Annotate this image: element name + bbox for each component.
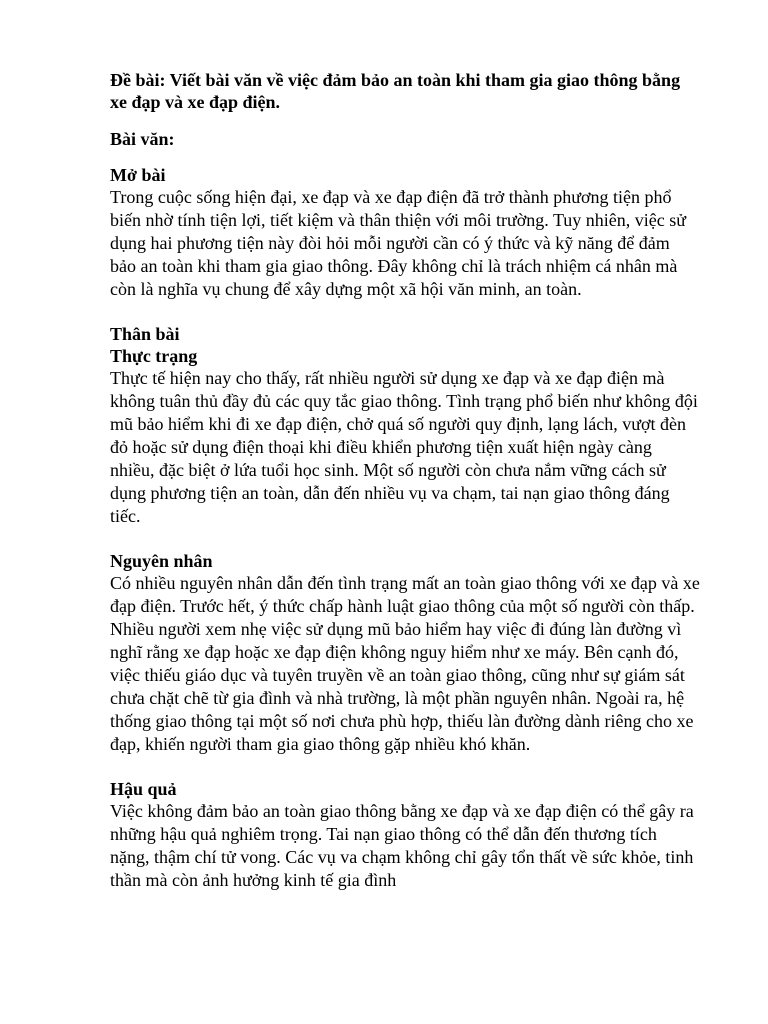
- section-subheading: Thực trạng: [110, 346, 198, 366]
- section-heading: Nguyên nhân: [110, 551, 213, 571]
- document-title: Đề bài: Viết bài văn về việc đảm bảo an toàn khi tham gia giao thông bằng xe đạp và xe đạp điện.: [110, 70, 681, 112]
- essay-label: Bài văn:: [110, 129, 175, 149]
- section-heading: Hậu quả: [110, 779, 177, 799]
- section-heading: Thân bài: [110, 324, 180, 344]
- section-paragraph: Có nhiều nguyên nhân dẫn đến tình trạng mất an toàn giao thông với xe đạp và xe đạp điện. Trước hết, ý thức chấp hành luật giao thông của một số người còn thấp. Nhiều người xem nhẹ việc sử dụng mũ bảo hiểm hay việc đi đúng làn đường vì nghĩ rằng xe đạp hoặc xe đạp điện không nguy hiểm như xe máy. Bên cạnh đó, việc thiếu giáo dục và tuyên truyền về an toàn giao thông, cũng như sự giám sát chưa chặt chẽ từ gia đình và nhà trường, là một phần nguyên nhân. Ngoài ra, hệ thống giao thông tại một số nơi chưa phù hợp, thiếu làn đường dành riêng cho xe đạp, khiến người tham gia giao thông gặp nhiều khó khăn.: [110, 573, 700, 754]
- section-than-bai: [110, 323, 700, 528]
- section-paragraph: Việc không đảm bảo an toàn giao thông bằng xe đạp và xe đạp điện có thể gây ra những hậu quả nghiêm trọng. Tai nạn giao thông có thể dẫn đến thương tích nặng, thậm chí tử vong. Các vụ va chạm không chỉ gây tổn thất về sức khỏe, tinh thần mà còn ảnh hưởng kinh tế gia đình: [110, 801, 694, 890]
- section-mo-bai: [110, 164, 700, 301]
- section-nguyen-nhan: [110, 550, 700, 756]
- section-hau-qua: [110, 778, 700, 892]
- section-paragraph: Thực tế hiện nay cho thấy, rất nhiều người sử dụng xe đạp và xe đạp điện mà không tuân thủ đầy đủ các quy tắc giao thông. Tình trạng phổ biến như không đội mũ bảo hiểm khi đi xe đạp điện, chở quá số người quy định, lạng lách, vượt đèn đỏ hoặc sử dụng điện thoại khi điều khiển phương tiện xuất hiện ngày càng nhiều, đặc biệt ở lứa tuổi học sinh. Một số người còn chưa nắm vững cách sử dụng phương tiện an toàn, dẫn đến nhiều vụ va chạm, tai nạn giao thông đáng tiếc.: [110, 368, 698, 526]
- section-heading: Mở bài: [110, 165, 166, 185]
- section-paragraph: Trong cuộc sống hiện đại, xe đạp và xe đạp điện đã trở thành phương tiện phổ biến nhờ tính tiện lợi, tiết kiệm và thân thiện với môi trường. Tuy nhiên, việc sử dụng hai phương tiện này đòi hỏi mỗi người cần có ý thức và kỹ năng để đảm bảo an toàn khi tham gia giao thông. Đây không chỉ là trách nhiệm cá nhân mà còn là nghĩa vụ chung để xây dựng một xã hội văn minh, an toàn.: [110, 187, 687, 299]
- document-page: [110, 69, 700, 914]
